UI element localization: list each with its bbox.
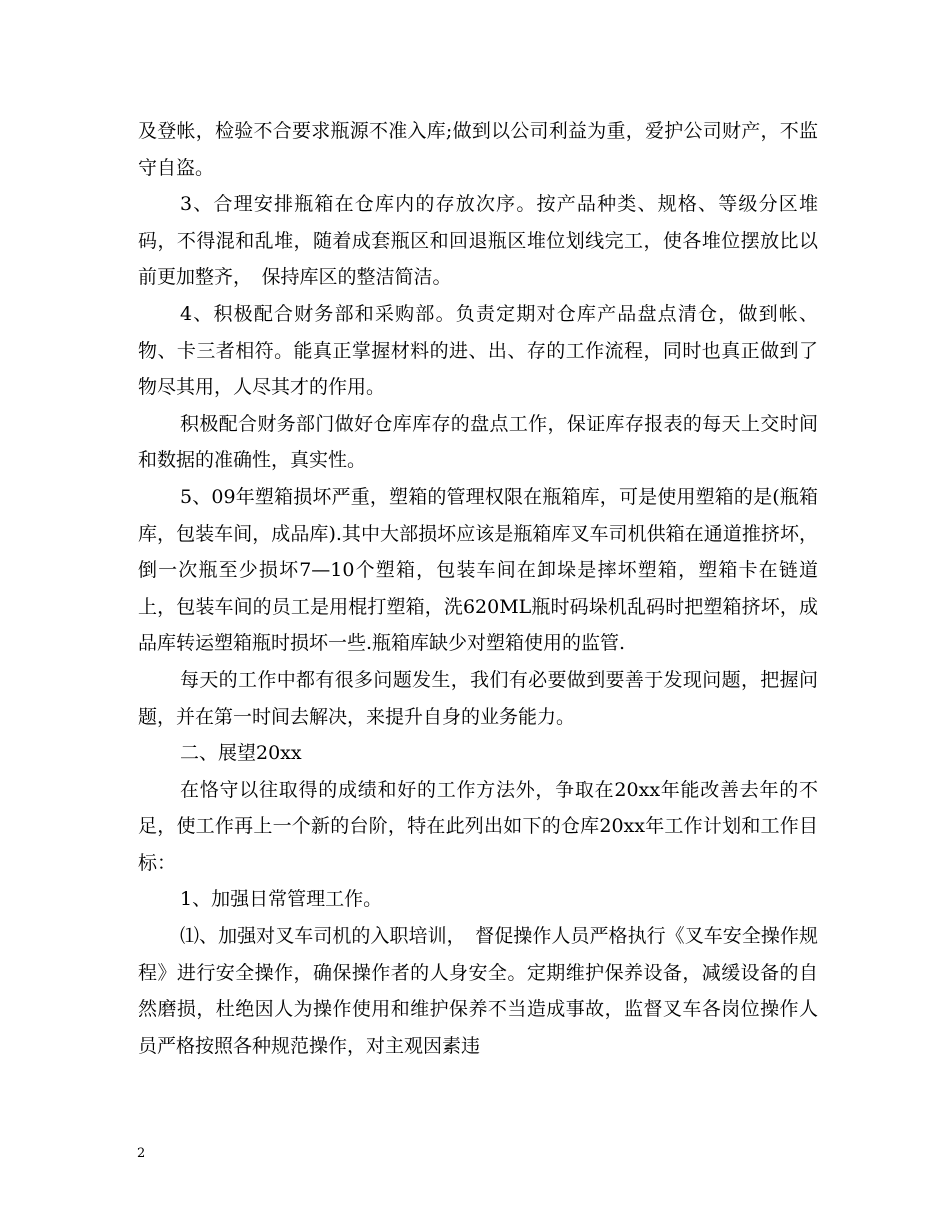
section-heading: 二、展望20xx xyxy=(180,742,302,765)
paragraph-7: 在恪守以往取得的成绩和好的工作方法外，争取在20xx年能改善去年的不足，使工作再上一个新的台阶，特在此列出如下的仓库20xx年工作计划和工作目标： xyxy=(138,778,818,874)
paragraph-2: 3、合理安排瓶箱在仓库内的存放次序。按产品种类、规格、等级分区堆码，不得混和乱堆，随着成套瓶区和回退瓶区堆位划线完工，使各堆位摆放比以前更加整齐， 保持库区的整洁简洁。 xyxy=(138,193,818,289)
body-text xyxy=(138,113,818,1064)
paragraph-3: 4、积极配合财务部和采购部。负责定期对仓库产品盘点清仓，做到帐、物、卡三者相符。能真正掌握材料的进、出、存的工作流程，同时也真正做到了物尽其用，人尽其才的作用。 xyxy=(138,302,818,399)
paragraph-8: ⑴、加强对叉车司机的入职培训， 督促操作人员严格执行《叉车安全操作规程》进行安全操作，确保操作者的人身安全。定期维护保养设备，减缓设备的自然磨损，杜绝因人为操作使用和维护保养不当造成事故，监督叉车各岗位操作人员严格按照各种规范操作，对主观因素违 xyxy=(138,925,818,1057)
paragraph-4: 积极配合财务部门做好仓库库存的盘点工作，保证库存报表的每天上交时间和数据的准确性，真实性。 xyxy=(138,412,818,472)
paragraph-6: 每天的工作中都有很多问题发生，我们有必要做到要善于发现问题，把握问题，并在第一时间去解决，来提升自身的业务能力。 xyxy=(138,668,818,728)
paragraph-5: 5、09年塑箱损坏严重，塑箱的管理权限在瓶箱库，可是使用塑箱的是(瓶箱库，包装车间，成品库).其中大部损坏应该是瓶箱库叉车司机供箱在通道推挤坏，倒一次瓶至少损坏7—10个塑箱，包装车间在卸垛是摔坏塑箱，塑箱卡在链道上，包装车间的员工是用棍打塑箱，洗620ML瓶时码垛机乱码时把塑箱挤坏，成品库转运塑箱瓶时损坏一些.瓶箱库缺少对塑箱使用的监管. xyxy=(138,485,818,655)
subheading: 1、加强日常管理工作。 xyxy=(180,888,383,911)
paragraph-1: 及登帐，检验不合要求瓶源不准入库;做到以公司利益为重，爱护公司财产，不监守自盗。 xyxy=(138,120,818,179)
page-number: 2 xyxy=(137,1146,146,1161)
